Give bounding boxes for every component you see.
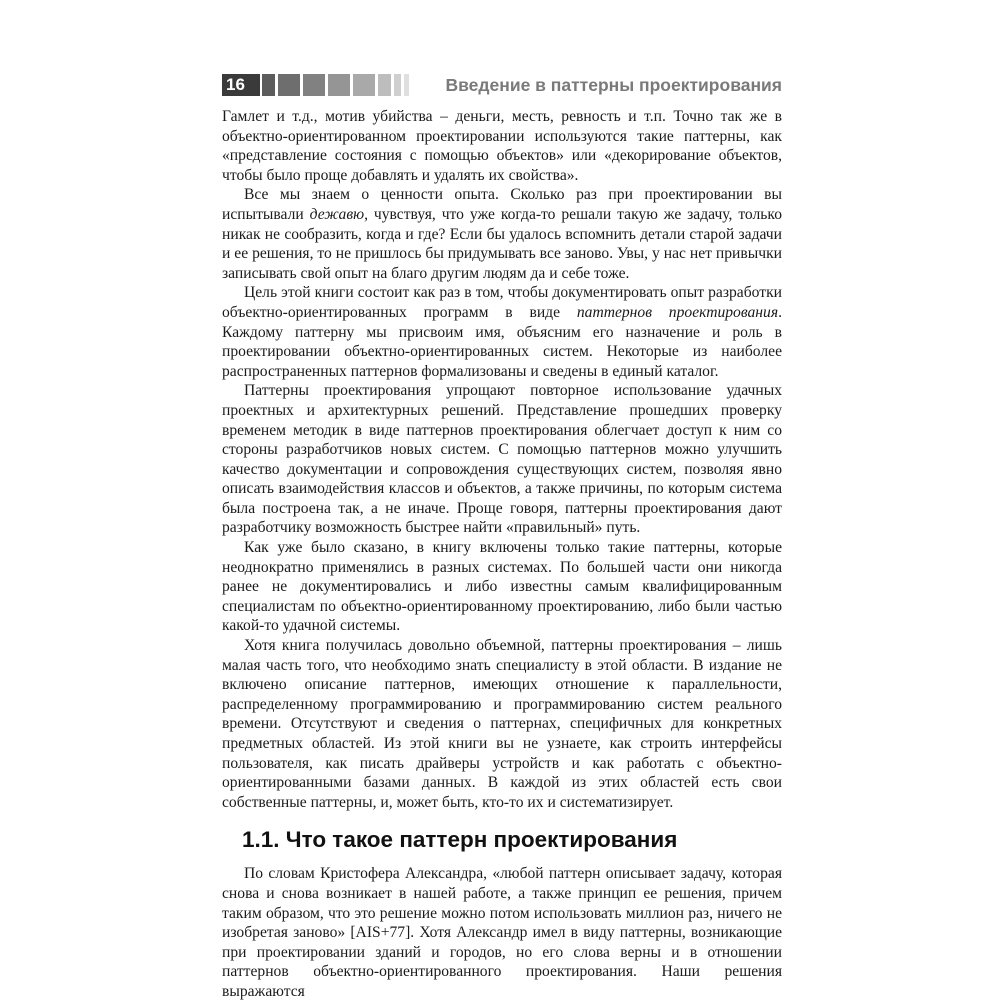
page-number: 16 [222, 74, 260, 96]
paragraph [222, 283, 782, 381]
gradient-bar [262, 74, 275, 96]
paragraph-text: Хотя книга получилась довольно объемной, паттерны проектирования – лишь малая часть того, что необходимо знать специалисту в этой области. В издание не включено описание паттернов, имеющих отношение к параллельности, распределенному программированию и программированию систем реального времени. Отсутствуют и сведения о паттернах, специфичных для конкретных предметных областей. Из этой книги вы не узнаете, как строить интерфейсы пользователя, как писать драйверы устройств и как работать с объектно-ориентированными базами данных. В каждой из этих областей есть свои собственные паттерны, и, может быть, кто-то их и систематизирует. [222, 637, 782, 811]
paragraph [222, 636, 782, 812]
gradient-bar [404, 74, 409, 96]
paragraph [222, 185, 782, 283]
paragraph-text: Как уже было сказано, в книгу включены только такие паттерны, которые неоднократно применялись в разных системах. По большей части они никогда ранее не документировались и либо известны самым квалифицированным специалистам по объектно-ориентированному проектированию, либо были частью какой-то удачной системы. [222, 539, 782, 635]
paragraph-text: По словам Кристофера Александра, «любой паттерн описывает задачу, которая снова и снова возникает в нашей работе, а также принцип ее решения, причем таким образом, что это решение можно потом использовать миллион раз, ничего не изобретая заново» [AIS+77]. Хотя Александр имел в виду паттерны, возникающие при проектировании зданий и городов, но его слова верны и в отношении паттернов объектно-ориентированного проектирования. Наши решения выражаются [222, 865, 782, 1000]
page-content [222, 107, 782, 1002]
gradient-bar [278, 74, 300, 96]
running-head [222, 74, 782, 96]
section-heading: 1.1. Что такое паттерн проектирования [242, 827, 678, 853]
running-title: Введение в паттерны проектирования [445, 75, 782, 95]
paragraph-text: Гамлет и т.д., мотив убийства – деньги, месть, ревность и т.п. Точно так же в объектно-ориентированном проектировании используются такие паттерны, как «представление состояния с помощью объектов» или «декорирование объектов, чтобы было проще добавлять и удалять их свойства». [222, 108, 782, 184]
paragraph [222, 381, 782, 538]
section-paragraphs [222, 864, 782, 1001]
paragraph-text: Паттерны проектирования упрощают повторное использование удачных проектных и архитектурных решений. Представление прошедших проверку временем методик в виде паттернов проектирования облегчает доступ к ним со стороны разработчиков новых систем. С помощью паттернов можно улучшить качество документации и сопровождения существующих систем, позволяя явно описать взаимодействия классов и объектов, а также причины, по которым система была построена так, а не иначе. Проще говоря, паттерны проектирования дают разработчику возможность быстрее найти «правильный» путь. [222, 382, 782, 537]
italic-term: дежавю, [309, 205, 368, 223]
paragraph [222, 107, 782, 185]
italic-term: паттернов проектирования [576, 303, 779, 321]
gradient-bar [394, 74, 401, 96]
gradient-bar [378, 74, 391, 96]
intro-paragraphs [222, 107, 782, 812]
book-page [222, 74, 782, 1002]
paragraph-text: . Каждому паттерну мы присвоим имя, объясним его назначение и роль в проектировании объектно-ориентированных систем. Некоторые из наиболее распространенных паттернов формализованы и сведены в единый каталог. [222, 303, 782, 380]
paragraph-text: Цель этой книги состоит как раз в том, чтобы документировать опыт разработки объектно-ориентированных программ в виде [222, 284, 782, 321]
paragraph [222, 864, 782, 1001]
paragraph-text: чувствуя, что уже когда-то решали такую же задачу, только никак не сообразить, когда и где? Если бы удалось вспомнить детали старой задачи и ее решения, то не пришлось бы придумывать все заново. Увы, у нас нет привычки записывать свой опыт на благо другим людям да и себе тоже. [222, 205, 782, 282]
gradient-bar [353, 74, 375, 96]
gradient-bar [328, 74, 350, 96]
paragraph-text: Все мы знаем о ценности опыта. Сколько раз при проектировании вы испытывали [222, 186, 782, 223]
header-gradient-bars [262, 74, 412, 96]
gradient-bar [303, 74, 325, 96]
paragraph [222, 538, 782, 636]
